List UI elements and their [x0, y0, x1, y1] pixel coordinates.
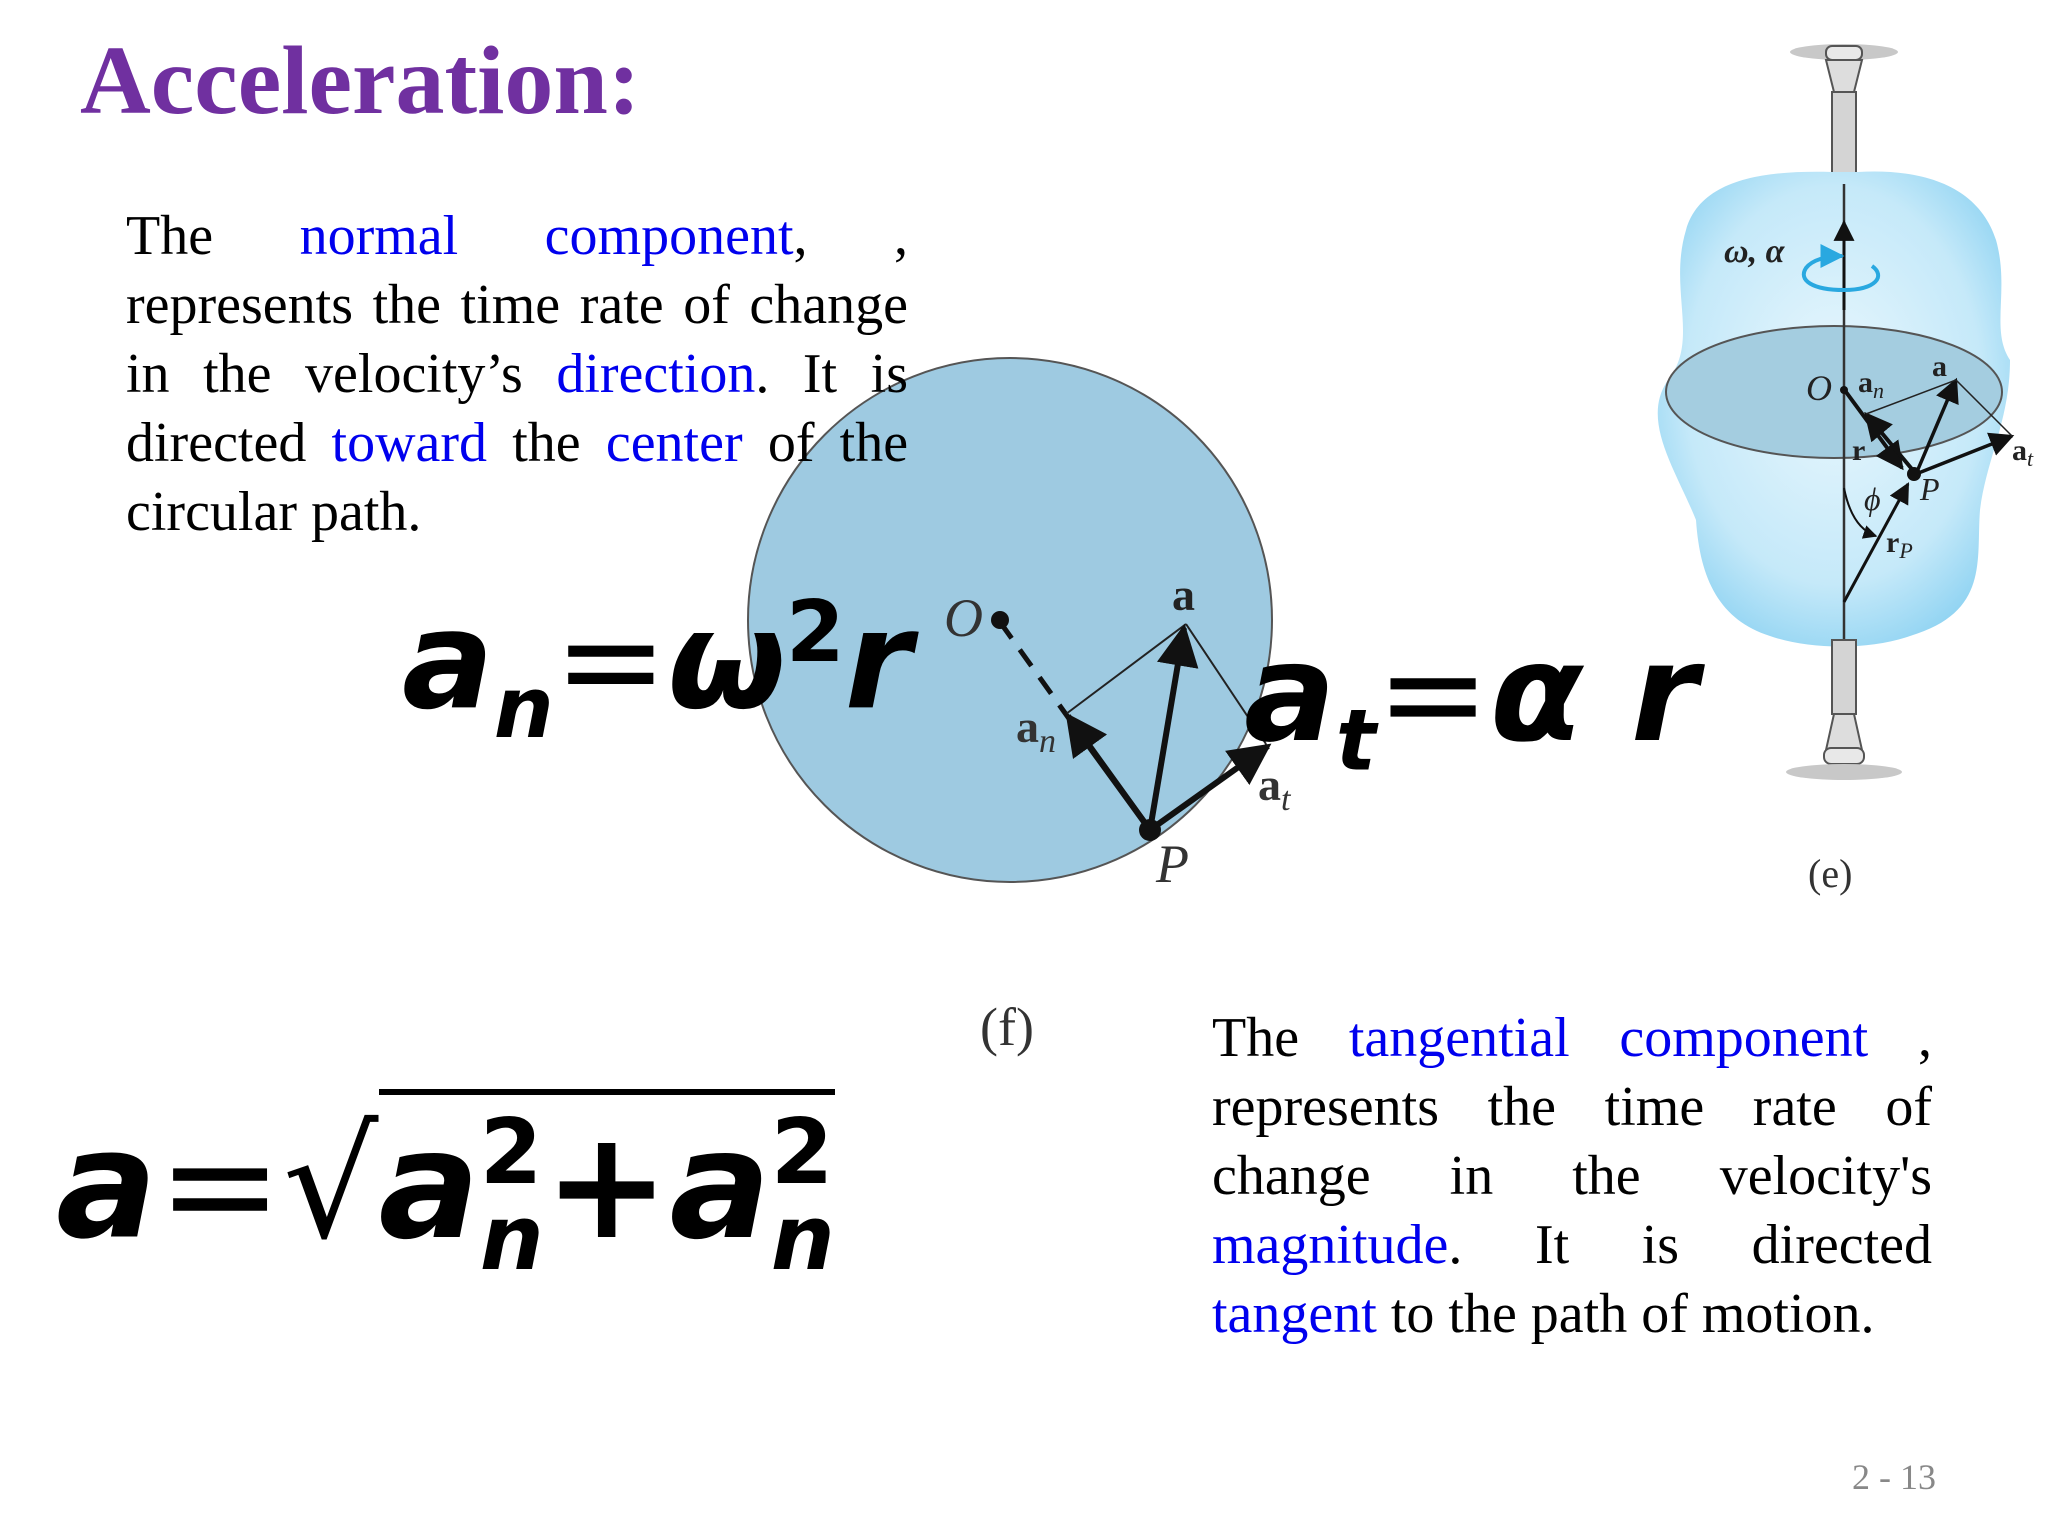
figure-f-label-an-base: a [1016, 701, 1039, 752]
normal-acceleration-equation [402, 582, 912, 757]
normal-paragraph-text-5: the [512, 412, 581, 474]
figure-f-label-at-sub: t [1281, 781, 1291, 818]
normal-paragraph-text-3: represents the time rate of change in the velocity’s [126, 274, 908, 405]
figure-e-label-an-sub: n [1873, 378, 1884, 403]
normal-paragraph-highlight-normal-component: normal component [299, 205, 794, 267]
figure-e-label-at-sub: t [2027, 446, 2034, 471]
normal-paragraph-text-2: , , [793, 205, 909, 267]
normal-paragraph-text-6: of the circular path. [126, 412, 909, 543]
figure-e-shaft-bottom-rod [1832, 640, 1856, 714]
normal-component-paragraph [126, 202, 908, 547]
figure-f-label-P: P [1156, 834, 1189, 894]
tangential-paragraph-text-2: , represents the time rate of change in the velocity's [1212, 1007, 1932, 1207]
figure-f-label-a: a [1172, 569, 1195, 620]
tangential-acceleration-equation [1244, 615, 1698, 790]
tangential-paragraph-text-1: The [1212, 1007, 1300, 1069]
eq-at-equals: = [1376, 615, 1491, 773]
eq-an-r: r [844, 582, 912, 741]
figure-e-label-r: r [1852, 434, 1866, 467]
eq-mag-term1-sub: n [479, 1185, 544, 1291]
figure-e-label-at [2012, 434, 2034, 471]
tangential-component-paragraph [1212, 1004, 1932, 1349]
figure-e-label-rP-sub: P [1899, 538, 1913, 563]
normal-paragraph-text-4: . It is directed [126, 343, 909, 474]
figure-e-shaft-bottom-cone [1826, 714, 1862, 750]
figure-e-label-an-base: a [1858, 366, 1873, 399]
eq-at-alpha: α [1490, 615, 1584, 773]
eq-an-equals: = [553, 582, 668, 741]
figure-e-shaft-bottom-cap [1824, 748, 1864, 764]
eq-mag-lhs: a [56, 1098, 158, 1273]
figure-e-label-O: O [1806, 368, 1832, 408]
eq-at-lhs-sub: t [1335, 691, 1377, 790]
figure-e-label-P: P [1920, 471, 1940, 507]
eq-at-r: r [1630, 615, 1698, 773]
eq-at-lhs: a [1244, 615, 1336, 773]
eq-mag-term2-scripts [770, 1100, 835, 1291]
tangential-paragraph-highlight-tangential-component: tangential component [1348, 1007, 1869, 1069]
figure-f-label-at-base: a [1258, 759, 1281, 810]
figure-e-shaft-top-cap [1826, 46, 1862, 60]
figure-f-label-an-sub: n [1039, 723, 1056, 760]
eq-mag-equals: = [157, 1098, 283, 1273]
figure-e-label-omega-alpha: ω, α [1724, 233, 1785, 270]
normal-paragraph-text-1: The [126, 205, 214, 267]
eq-mag-plus: + [543, 1098, 670, 1273]
tangential-paragraph-text-4: to the path of motion. [1390, 1283, 1875, 1345]
eq-mag-term2-sub: n [770, 1185, 835, 1291]
eq-an-lhs: a [402, 582, 494, 741]
tangential-paragraph-highlight-tangent: tangent [1212, 1283, 1377, 1345]
eq-an-lhs-sub: n [493, 658, 554, 757]
tangential-paragraph-highlight-magnitude: magnitude [1212, 1214, 1449, 1276]
eq-an-omega: ω [667, 582, 786, 741]
eq-mag-term2: a [669, 1098, 771, 1273]
normal-paragraph-highlight-center: center [605, 412, 743, 474]
slide-title: Acceleration: [80, 27, 641, 135]
acceleration-magnitude-equation [56, 1098, 835, 1291]
figure-e-diagram [1658, 44, 2034, 780]
eq-mag-term1-scripts [479, 1100, 544, 1291]
figure-e-caption: (e) [1808, 851, 1853, 896]
figure-e-label-rP-base: r [1886, 526, 1900, 559]
eq-mag-radical: √ [282, 1098, 379, 1273]
figure-f-center-point [991, 611, 1009, 629]
normal-paragraph-highlight-direction: direction [556, 343, 756, 405]
eq-an-sup: 2 [785, 583, 845, 681]
figure-e-label-at-base: a [2012, 434, 2027, 467]
figure-f-caption: (f) [980, 997, 1034, 1057]
figure-e-shaft-bottom-flange [1786, 764, 1902, 780]
figure-e-label-phi: ϕ [1864, 481, 1881, 517]
tangential-paragraph-text-3: . It is directed [1448, 1214, 1932, 1276]
page-number: 2 - 13 [1852, 1457, 1936, 1497]
figure-e-shaft-top-rod [1832, 92, 1856, 184]
figure-f-label-O: O [944, 588, 983, 648]
eq-mag-term1-sup: 2 [479, 1100, 543, 1205]
figure-e-point-P [1907, 467, 1921, 481]
normal-paragraph-highlight-toward: toward [331, 412, 488, 474]
eq-mag-term1: a [378, 1098, 480, 1273]
figure-e-label-a: a [1932, 350, 1947, 383]
eq-mag-radicand [378, 1089, 835, 1291]
eq-mag-term2-sup: 2 [770, 1100, 834, 1205]
figure-e-shaft-top-cone [1826, 60, 1862, 92]
